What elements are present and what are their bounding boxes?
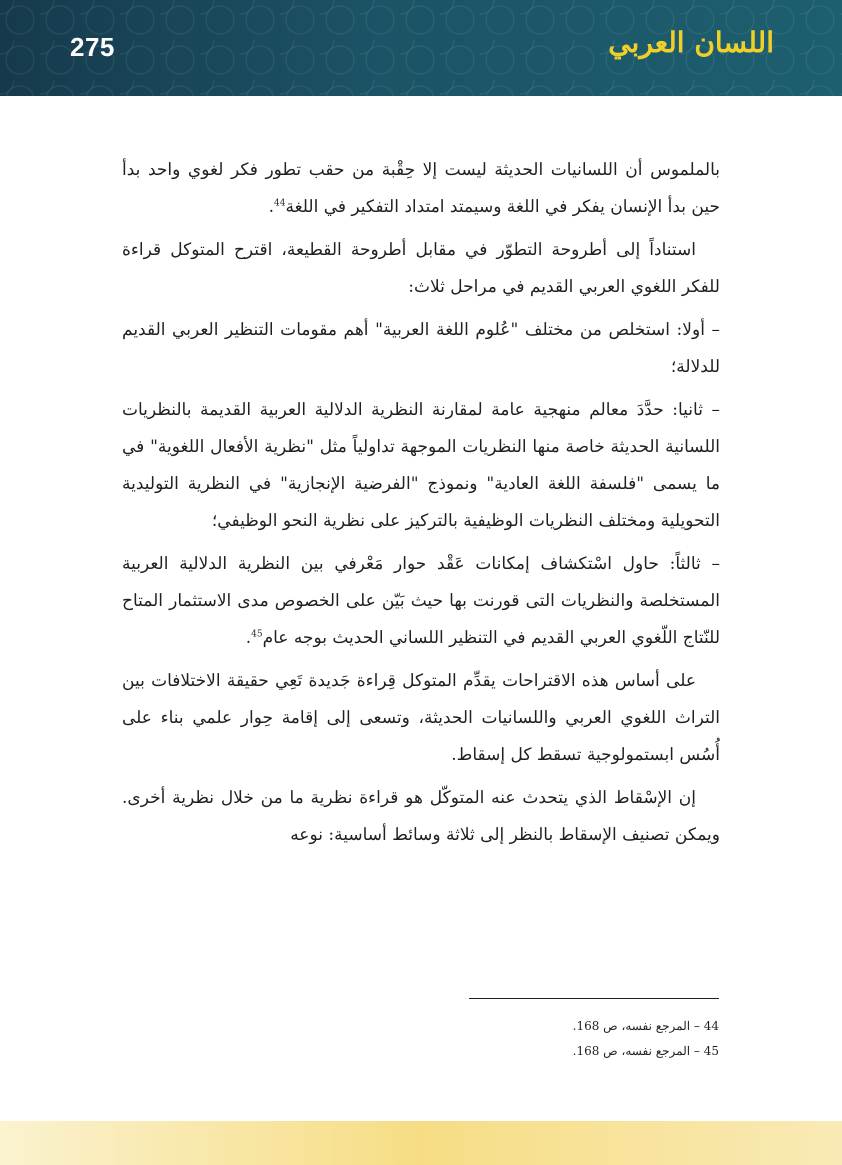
list-item: – ثانيا: حدَّدَ معالم منهجية عامة لمقارنة النظرية الدلالية العربية القديمة بالنظريات اللسانية الحديثة خاصة منها النظريات الموجهة تداولياً مثل "نظرية الأفعال اللغوية" في ما يسمى "فلسفة اللغة العادية" ونموذج "الفرضية الإنجازية" في النظرية التوليدية التحويلية ومختلف النظريات الوظيفية بالتركيز على نظرية النحو الوظيفي؛ <box>122 400 720 531</box>
footnote-ref[interactable]: 44 <box>274 198 286 209</box>
page-footer-band <box>0 1121 842 1165</box>
paragraph: على أساس هذه الاقتراحات يقدِّم المتوكل قِراءة جَديدة تَعِي حقيقة الاختلافات بين التراث اللغوي العربي واللسانيات الحديثة، وتسعى إلى إقامة حِوار علمي بناء على أُسُس ابستمولوجية تسقط كل إسقاط. <box>122 671 720 765</box>
paragraph: إن الإسْقاط الذي يتحدث عنه المتوكّل هو قراءة نظرية ما من خلال نظرية أخرى. ويمكن تصنيف الإسقاط بالنظر إلى ثلاثة وسائط أساسية: نوعه <box>122 788 720 845</box>
page-header <box>0 0 842 96</box>
footnote-44: 44 – المرجع نفسه، ص 168. <box>572 1019 719 1033</box>
paragraph: بالملموس أن اللسانيات الحديثة ليست إلا حِقْبة من حقب تطور فكر لغوي واحد بدأ حين بدأ الإنسان يفكر في اللغة وسيمتد امتداد التفكير في اللغة$^{44}$. <box>122 160 720 217</box>
footnotes <box>469 1014 719 1064</box>
list-item: – أولا: استخلص من مختلف "عُلوم اللغة العربية" أهم مقومات التنظير العربي القديم للدلالة؛ <box>122 320 720 377</box>
footnote-separator <box>469 998 719 999</box>
page-number: 275 <box>70 32 115 62</box>
footnote-ref[interactable]: 45 <box>251 629 263 640</box>
article-body <box>122 152 720 860</box>
list-item: – ثالثاً: حاول اسْتكشاف إمكانات عَقْد حوار مَعْرفي بين النظرية الدلالية العربية المستخلصة والنظريات التى قورنت بها حيث بَيّن على الخصوص مدى الاستثمار المتاح للنّتاج اللّغوي العربي القديم في التنظير اللساني الحديث بوجه عام$^{45}$. <box>122 554 720 648</box>
journal-logo: اللسان العربي <box>608 26 774 59</box>
paragraph: استناداً إلى أطروحة التطوّر في مقابل أطروحة القطيعة، اقترح المتوكل قراءة للفكر اللغوي العربي القديم في مراحل ثلاث: <box>122 240 720 297</box>
footnote-45: 45 – المرجع نفسه، ص 168. <box>572 1044 719 1058</box>
